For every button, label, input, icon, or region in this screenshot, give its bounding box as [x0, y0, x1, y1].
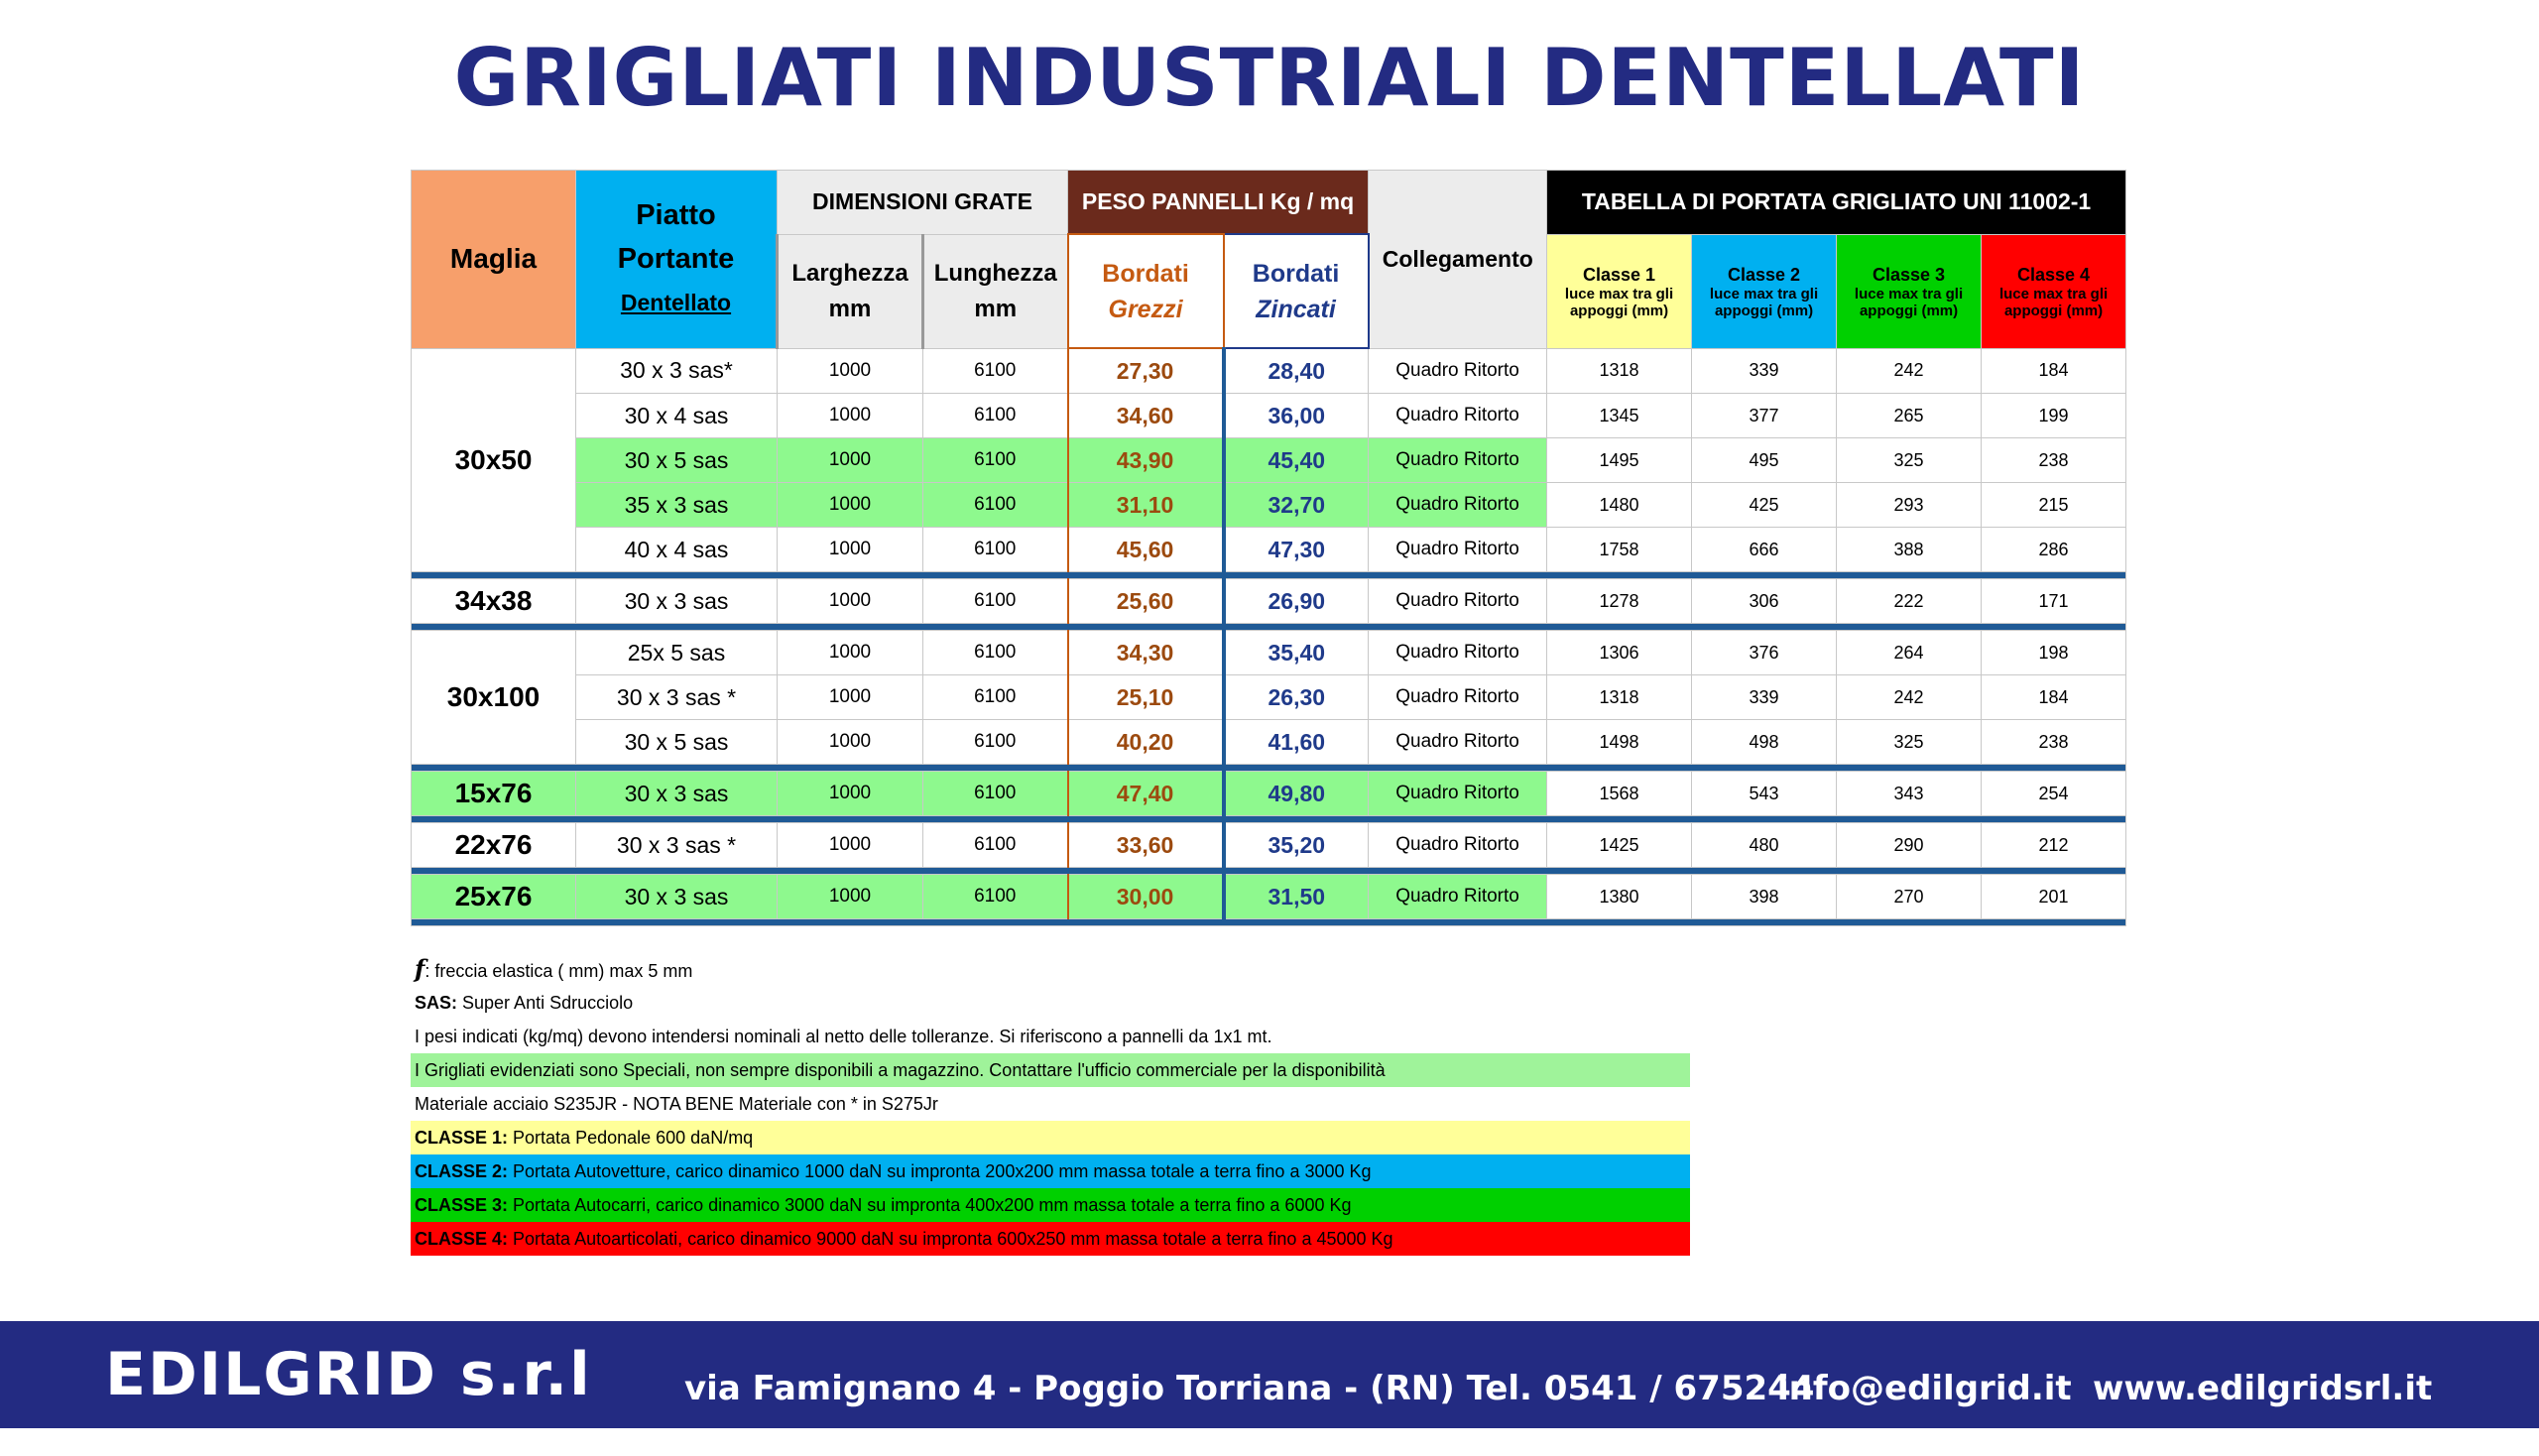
- peso-grezzi-cell: 34,30: [1068, 631, 1224, 675]
- header-tabella-portata: TABELLA DI PORTATA GRIGLIATO UNI 11002-1: [1547, 171, 2126, 235]
- footer-website-link[interactable]: www.edilgridsrl.it: [2093, 1369, 2433, 1408]
- classe1-cell: 1278: [1547, 579, 1692, 624]
- classe2-cell: 306: [1692, 579, 1837, 624]
- collegamento-cell: Quadro Ritorto: [1369, 394, 1547, 438]
- piatto-cell: 30 x 3 sas *: [576, 823, 778, 868]
- classe3-cell: 265: [1837, 394, 1982, 438]
- header-larghezza: [778, 234, 923, 348]
- classe3-cell: 343: [1837, 772, 1982, 816]
- group-separator: [412, 816, 2126, 823]
- maglia-cell: 25x76: [412, 875, 576, 919]
- peso-zincati-cell: 26,90: [1224, 579, 1369, 624]
- maglia-cell: 34x38: [412, 579, 576, 624]
- collegamento-cell: Quadro Ritorto: [1369, 348, 1547, 394]
- classe1-cell: 1318: [1547, 675, 1692, 720]
- table-row: [412, 720, 2126, 765]
- header-peso: PESO PANNELLI Kg / mq: [1068, 171, 1369, 235]
- collegamento-cell: Quadro Ritorto: [1369, 675, 1547, 720]
- collegamento-cell: Quadro Ritorto: [1369, 875, 1547, 919]
- classe3-cell: 293: [1837, 483, 1982, 528]
- table-row-speciale: [412, 875, 2126, 919]
- collegamento-cell: Quadro Ritorto: [1369, 772, 1547, 816]
- header-zincati: [1224, 234, 1369, 348]
- peso-zincati-cell: 31,50: [1224, 875, 1369, 919]
- lunghezza-cell: 6100: [923, 579, 1068, 624]
- lunghezza-cell: 6100: [923, 823, 1068, 868]
- lunghezza-cell: 6100: [923, 483, 1068, 528]
- peso-grezzi-cell: 40,20: [1068, 720, 1224, 765]
- header-lunghezza-unit: mm: [974, 295, 1018, 322]
- peso-zincati-cell: 32,70: [1224, 483, 1369, 528]
- classe2-cell: 339: [1692, 348, 1837, 394]
- lunghezza-cell: 6100: [923, 772, 1068, 816]
- piatto-cell: 35 x 3 sas: [576, 483, 778, 528]
- classe2-cell: 543: [1692, 772, 1837, 816]
- note-classe-3: CLASSE 3: Portata Autocarri, carico dinamico 3000 daN su impronta 400x200 mm massa totale a terra fino a 6000 Kg: [411, 1188, 1690, 1222]
- header-piatto-line2: Portante: [617, 243, 735, 276]
- classe1-cell: 1480: [1547, 483, 1692, 528]
- classe2-cell: 339: [1692, 675, 1837, 720]
- classe1-cell: 1345: [1547, 394, 1692, 438]
- header-lunghezza-label: Lunghezza: [933, 259, 1057, 287]
- table-row: [412, 675, 2126, 720]
- footer-email-link[interactable]: info@edilgrid.it: [1777, 1369, 2072, 1408]
- notes-block: [411, 952, 1690, 1256]
- peso-zincati-cell: 36,00: [1224, 394, 1369, 438]
- header-classe-1: Classe 1 luce max tra gli appoggi (mm): [1547, 234, 1692, 348]
- header-classe-2: Classe 2 luce max tra gli appoggi (mm): [1692, 234, 1837, 348]
- classe1-cell: 1380: [1547, 875, 1692, 919]
- peso-zincati-cell: 35,20: [1224, 823, 1369, 868]
- lunghezza-cell: 6100: [923, 631, 1068, 675]
- header-maglia: Maglia: [412, 171, 576, 349]
- larghezza-cell: 1000: [778, 823, 923, 868]
- group-separator: [412, 572, 2126, 579]
- table-row: [412, 823, 2126, 868]
- classe3-cell: 290: [1837, 823, 1982, 868]
- maglia-cell: 15x76: [412, 772, 576, 816]
- header-lunghezza: [923, 234, 1068, 348]
- page-title: GRIGLIATI INDUSTRIALI DENTELLATI: [453, 32, 2086, 124]
- table-header-row: [412, 171, 2126, 235]
- header-classe-3: Classe 3 luce max tra gli appoggi (mm): [1837, 234, 1982, 348]
- maglia-cell: 30x100: [412, 631, 576, 765]
- note-pesi: I pesi indicati (kg/mq) devono intendersi nominali al netto delle tolleranze. Si riferiscono a pannelli da 1x1 mt.: [415, 1027, 1272, 1046]
- classe4-cell: 254: [1982, 772, 2126, 816]
- collegamento-cell: Quadro Ritorto: [1369, 823, 1547, 868]
- lunghezza-cell: 6100: [923, 875, 1068, 919]
- larghezza-cell: 1000: [778, 875, 923, 919]
- classe4-cell: 238: [1982, 720, 2126, 765]
- peso-grezzi-cell: 33,60: [1068, 823, 1224, 868]
- collegamento-cell: Quadro Ritorto: [1369, 483, 1547, 528]
- header-grezzi: [1068, 234, 1224, 348]
- group-separator: [412, 919, 2126, 926]
- header-dimensioni: DIMENSIONI GRATE: [778, 171, 1068, 235]
- table-row-speciale: [412, 438, 2126, 483]
- classe2-cell: 425: [1692, 483, 1837, 528]
- piatto-cell: 25x 5 sas: [576, 631, 778, 675]
- maglia-cell: 22x76: [412, 823, 576, 868]
- classe3-cell: 325: [1837, 438, 1982, 483]
- piatto-cell: 30 x 3 sas: [576, 875, 778, 919]
- piatto-cell: 30 x 4 sas: [576, 394, 778, 438]
- peso-grezzi-cell: 47,40: [1068, 772, 1224, 816]
- classe1-cell: 1318: [1547, 348, 1692, 394]
- classe4-cell: 212: [1982, 823, 2126, 868]
- classe1-cell: 1568: [1547, 772, 1692, 816]
- classe3-cell: 242: [1837, 348, 1982, 394]
- piatto-cell: 30 x 3 sas: [576, 579, 778, 624]
- peso-grezzi-cell: 30,00: [1068, 875, 1224, 919]
- footer-brand-logo: EDILGRID s.r.l: [105, 1340, 592, 1409]
- header-piatto-line1: Piatto: [636, 199, 716, 232]
- peso-grezzi-cell: 31,10: [1068, 483, 1224, 528]
- footer-bar: [0, 1321, 2539, 1428]
- collegamento-cell: Quadro Ritorto: [1369, 528, 1547, 572]
- peso-grezzi-cell: 43,90: [1068, 438, 1224, 483]
- larghezza-cell: 1000: [778, 438, 923, 483]
- classe2-cell: 495: [1692, 438, 1837, 483]
- classe4-cell: 238: [1982, 438, 2126, 483]
- collegamento-cell: Quadro Ritorto: [1369, 720, 1547, 765]
- larghezza-cell: 1000: [778, 675, 923, 720]
- lunghezza-cell: 6100: [923, 348, 1068, 394]
- classe3-cell: 264: [1837, 631, 1982, 675]
- peso-grezzi-cell: 27,30: [1068, 348, 1224, 394]
- classe4-cell: 201: [1982, 875, 2126, 919]
- classe4-cell: 184: [1982, 675, 2126, 720]
- collegamento-cell: Quadro Ritorto: [1369, 631, 1547, 675]
- piatto-cell: 30 x 3 sas*: [576, 348, 778, 394]
- group-separator: [412, 624, 2126, 631]
- grigliati-table: [411, 170, 2126, 926]
- collegamento-cell: Quadro Ritorto: [1369, 438, 1547, 483]
- lunghezza-cell: 6100: [923, 528, 1068, 572]
- table-row-speciale: [412, 772, 2126, 816]
- group-separator: [412, 765, 2126, 772]
- peso-grezzi-cell: 25,10: [1068, 675, 1224, 720]
- note-sas: SAS: Super Anti Sdrucciolo: [415, 993, 634, 1013]
- classe2-cell: 498: [1692, 720, 1837, 765]
- classe3-cell: 388: [1837, 528, 1982, 572]
- peso-zincati-cell: 45,40: [1224, 438, 1369, 483]
- maglia-cell: 30x50: [412, 348, 576, 572]
- larghezza-cell: 1000: [778, 483, 923, 528]
- collegamento-cell: Quadro Ritorto: [1369, 579, 1547, 624]
- peso-zincati-cell: 41,60: [1224, 720, 1369, 765]
- classe4-cell: 286: [1982, 528, 2126, 572]
- lunghezza-cell: 6100: [923, 675, 1068, 720]
- larghezza-cell: 1000: [778, 631, 923, 675]
- table-row-speciale: [412, 483, 2126, 528]
- classe3-cell: 222: [1837, 579, 1982, 624]
- table-row: [412, 528, 2126, 572]
- peso-zincati-cell: 35,40: [1224, 631, 1369, 675]
- piatto-cell: 30 x 5 sas: [576, 720, 778, 765]
- classe2-cell: 376: [1692, 631, 1837, 675]
- classe4-cell: 171: [1982, 579, 2126, 624]
- larghezza-cell: 1000: [778, 528, 923, 572]
- larghezza-cell: 1000: [778, 348, 923, 394]
- piatto-cell: 30 x 5 sas: [576, 438, 778, 483]
- note-freccia: f: freccia elastica ( mm) max 5 mm: [415, 954, 693, 983]
- note-speciali: I Grigliati evidenziati sono Speciali, non sempre disponibili a magazzino. Contattare l'ufficio commerciale per la disponibilità: [411, 1053, 1690, 1087]
- peso-zincati-cell: 26,30: [1224, 675, 1369, 720]
- larghezza-cell: 1000: [778, 772, 923, 816]
- piatto-cell: 30 x 3 sas *: [576, 675, 778, 720]
- header-larghezza-unit: mm: [828, 295, 872, 322]
- classe1-cell: 1306: [1547, 631, 1692, 675]
- classe3-cell: 270: [1837, 875, 1982, 919]
- group-separator: [412, 868, 2126, 875]
- peso-zincati-cell: 28,40: [1224, 348, 1369, 394]
- classe1-cell: 1425: [1547, 823, 1692, 868]
- header-collegamento: Collegamento: [1369, 171, 1547, 349]
- note-classe-2: CLASSE 2: Portata Autovetture, carico dinamico 1000 daN su impronta 200x200 mm massa totale a terra fino a 3000 Kg: [411, 1154, 1690, 1188]
- classe4-cell: 184: [1982, 348, 2126, 394]
- peso-grezzi-cell: 25,60: [1068, 579, 1224, 624]
- classe1-cell: 1498: [1547, 720, 1692, 765]
- classe2-cell: 480: [1692, 823, 1837, 868]
- table-row: [412, 394, 2126, 438]
- note-materiale: Materiale acciaio S235JR - NOTA BENE Materiale con * in S275Jr: [415, 1094, 938, 1114]
- header-grezzi-line2: Grezzi: [1108, 295, 1183, 323]
- header-piatto: [576, 171, 778, 349]
- header-grezzi-line1: Bordati: [1102, 259, 1189, 288]
- header-piatto-line3: Dentellato: [620, 290, 732, 316]
- header-larghezza-label: Larghezza: [791, 259, 908, 287]
- peso-zincati-cell: 49,80: [1224, 772, 1369, 816]
- classe2-cell: 666: [1692, 528, 1837, 572]
- footer-address: via Famignano 4 - Poggio Torriana - (RN) Tel. 0541 / 675244: [684, 1369, 1815, 1408]
- note-classe-1: CLASSE 1: Portata Pedonale 600 daN/mq: [411, 1121, 1690, 1154]
- table-row: [412, 348, 2126, 394]
- larghezza-cell: 1000: [778, 579, 923, 624]
- header-classe-4: Classe 4 luce max tra gli appoggi (mm): [1982, 234, 2126, 348]
- classe1-cell: 1495: [1547, 438, 1692, 483]
- classe4-cell: 215: [1982, 483, 2126, 528]
- classe4-cell: 198: [1982, 631, 2126, 675]
- header-zincati-line1: Bordati: [1252, 259, 1340, 288]
- classe2-cell: 398: [1692, 875, 1837, 919]
- classe4-cell: 199: [1982, 394, 2126, 438]
- header-zincati-line2: Zincati: [1256, 295, 1336, 323]
- lunghezza-cell: 6100: [923, 720, 1068, 765]
- lunghezza-cell: 6100: [923, 438, 1068, 483]
- note-classe-4: CLASSE 4: Portata Autoarticolati, carico dinamico 9000 daN su impronta 600x250 mm massa totale a terra fino a 45000 Kg: [411, 1222, 1690, 1256]
- table-row: [412, 631, 2126, 675]
- piatto-cell: 40 x 4 sas: [576, 528, 778, 572]
- lunghezza-cell: 6100: [923, 394, 1068, 438]
- classe1-cell: 1758: [1547, 528, 1692, 572]
- larghezza-cell: 1000: [778, 394, 923, 438]
- peso-grezzi-cell: 45,60: [1068, 528, 1224, 572]
- classe3-cell: 242: [1837, 675, 1982, 720]
- table-row: [412, 579, 2126, 624]
- classe2-cell: 377: [1692, 394, 1837, 438]
- piatto-cell: 30 x 3 sas: [576, 772, 778, 816]
- classe3-cell: 325: [1837, 720, 1982, 765]
- peso-zincati-cell: 47,30: [1224, 528, 1369, 572]
- peso-grezzi-cell: 34,60: [1068, 394, 1224, 438]
- larghezza-cell: 1000: [778, 720, 923, 765]
